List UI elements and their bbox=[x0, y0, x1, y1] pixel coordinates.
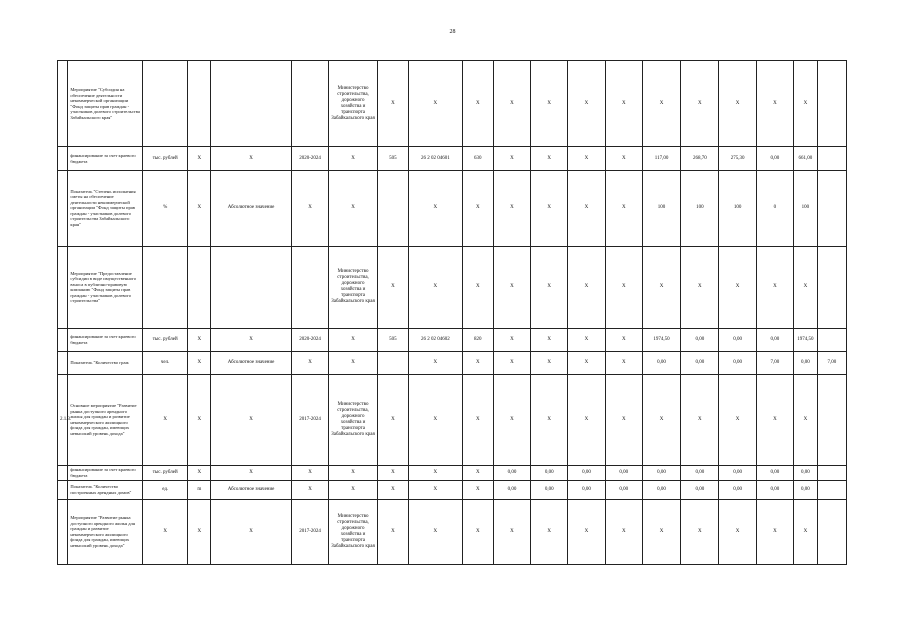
cell-total: 0,00 bbox=[794, 465, 818, 480]
cell-v2022: X bbox=[681, 499, 719, 564]
table-row bbox=[58, 480, 847, 499]
cell-resp: X bbox=[329, 147, 378, 170]
cell-total: X bbox=[794, 246, 818, 328]
cell-resp: X bbox=[329, 351, 378, 374]
cell-total: 0,00 bbox=[794, 351, 818, 374]
cell-kvr: X bbox=[462, 170, 493, 246]
cell-type: X bbox=[211, 499, 292, 564]
cell-resp: X bbox=[329, 328, 378, 351]
cell-period: 2020-2024 bbox=[291, 147, 328, 170]
cell-base: X bbox=[188, 147, 211, 170]
cell-base: m bbox=[188, 480, 211, 499]
page-number: 28 bbox=[449, 29, 456, 35]
cell-v2024: 7,00 bbox=[756, 351, 793, 374]
cell-v2022: X bbox=[681, 375, 719, 466]
cell-v2017: X bbox=[493, 499, 530, 564]
cell-period: X bbox=[291, 480, 328, 499]
cell-v2017: X bbox=[493, 61, 530, 147]
cell-resp: X bbox=[329, 170, 378, 246]
cell-v2024: X bbox=[756, 499, 793, 564]
cell-kvr: 630 bbox=[462, 147, 493, 170]
cell-type: X bbox=[211, 465, 292, 480]
cell-v2020: 0,00 bbox=[605, 480, 642, 499]
cell-extra bbox=[817, 328, 846, 351]
cell-grbs: 505 bbox=[377, 328, 408, 351]
cell-extra bbox=[817, 375, 846, 466]
cell-kvr: X bbox=[462, 480, 493, 499]
cell-v2023: 275,30 bbox=[719, 147, 756, 170]
cell-v2019: X bbox=[568, 61, 605, 147]
cell-num bbox=[58, 246, 68, 328]
cell-v2022: 0,00 bbox=[681, 480, 719, 499]
table-row bbox=[58, 246, 847, 328]
cell-v2021: 0,00 bbox=[642, 480, 680, 499]
cell-unit bbox=[142, 61, 188, 147]
cell-v2021: 0,00 bbox=[642, 351, 680, 374]
cell-total: 100 bbox=[794, 170, 818, 246]
cell-v2023: X bbox=[719, 61, 756, 147]
cell-kvr: X bbox=[462, 351, 493, 374]
cell-extra bbox=[817, 480, 846, 499]
table-row bbox=[58, 328, 847, 351]
cell-v2020: X bbox=[605, 328, 642, 351]
cell-unit: X bbox=[142, 499, 188, 564]
cell-v2024: 0,00 bbox=[756, 480, 793, 499]
cell-resp: Министерство строительства, дорожного хозяйства и транспорта Забайкальского края bbox=[329, 61, 378, 147]
cell-v2021: X bbox=[642, 246, 680, 328]
cell-v2021: X bbox=[642, 499, 680, 564]
cell-extra bbox=[817, 61, 846, 147]
cell-v2023: 100 bbox=[719, 170, 756, 246]
cell-v2021: X bbox=[642, 61, 680, 147]
cell-v2017: X bbox=[493, 170, 530, 246]
cell-v2020: 0,00 bbox=[605, 465, 642, 480]
cell-extra bbox=[817, 147, 846, 170]
cell-unit bbox=[142, 246, 188, 328]
cell-num bbox=[58, 170, 68, 246]
cell-v2018: 0,00 bbox=[531, 465, 568, 480]
cell-v2019: 0,00 bbox=[568, 480, 605, 499]
cell-v2024: 0,00 bbox=[756, 147, 793, 170]
cell-resp: Министерство строительства, дорожного хозяйства и транспорта Забайкальского края bbox=[329, 499, 378, 564]
cell-period bbox=[291, 246, 328, 328]
cell-type: Абсолютное значение bbox=[211, 351, 292, 374]
cell-v2020: X bbox=[605, 170, 642, 246]
cell-kvr: X bbox=[462, 499, 493, 564]
cell-v2019: X bbox=[568, 170, 605, 246]
cell-v2023: 0,00 bbox=[719, 351, 756, 374]
cell-grbs: X bbox=[377, 499, 408, 564]
cell-v2024: 0,00 bbox=[756, 328, 793, 351]
cell-desc: Мероприятие "Субсидия на обеспечение деятельности некоммерческой организации "Фонд защиты прав граждан - участников долевого строительства Забайкальского края" bbox=[68, 61, 143, 147]
cell-v2017: 0,00 bbox=[493, 465, 530, 480]
cell-v2020: X bbox=[605, 246, 642, 328]
table-row bbox=[58, 499, 847, 564]
table-row bbox=[58, 170, 847, 246]
cell-v2020: X bbox=[605, 351, 642, 374]
cell-v2024: 0 bbox=[756, 170, 793, 246]
cell-v2019: X bbox=[568, 499, 605, 564]
cell-period: X bbox=[291, 351, 328, 374]
cell-total: X bbox=[794, 499, 818, 564]
cell-period bbox=[291, 61, 328, 147]
cell-base bbox=[188, 61, 211, 147]
cell-v2017: X bbox=[493, 351, 530, 374]
cell-base bbox=[188, 246, 211, 328]
cell-kcsr: X bbox=[408, 375, 462, 466]
cell-total: 0,00 bbox=[794, 480, 818, 499]
cell-period: 2017-2024 bbox=[291, 375, 328, 466]
cell-num bbox=[58, 351, 68, 374]
cell-kvr: X bbox=[462, 465, 493, 480]
cell-v2018: X bbox=[531, 375, 568, 466]
cell-base: X bbox=[188, 465, 211, 480]
cell-v2019: X bbox=[568, 351, 605, 374]
cell-v2022: 0,00 bbox=[681, 351, 719, 374]
cell-v2018: X bbox=[531, 246, 568, 328]
cell-v2023: 0,00 bbox=[719, 465, 756, 480]
cell-resp: X bbox=[329, 465, 378, 480]
cell-num bbox=[58, 480, 68, 499]
cell-type: X bbox=[211, 328, 292, 351]
cell-unit: X bbox=[142, 375, 188, 466]
cell-extra bbox=[817, 246, 846, 328]
cell-base: X bbox=[188, 351, 211, 374]
cell-kvr: X bbox=[462, 61, 493, 147]
cell-v2024: X bbox=[756, 246, 793, 328]
cell-v2020: X bbox=[605, 375, 642, 466]
cell-total: X bbox=[794, 375, 818, 466]
cell-v2022: 0,00 bbox=[681, 328, 719, 351]
cell-v2019: X bbox=[568, 147, 605, 170]
cell-v2019: X bbox=[568, 246, 605, 328]
cell-v2020: X bbox=[605, 61, 642, 147]
cell-v2022: 268,70 bbox=[681, 147, 719, 170]
cell-type bbox=[211, 61, 292, 147]
cell-v2020: X bbox=[605, 147, 642, 170]
cell-grbs: X bbox=[377, 61, 408, 147]
cell-unit: % bbox=[142, 170, 188, 246]
cell-num bbox=[58, 61, 68, 147]
cell-period: 2017-2024 bbox=[291, 499, 328, 564]
cell-unit: чел. bbox=[142, 351, 188, 374]
cell-unit: тыс. рублей bbox=[142, 147, 188, 170]
cell-kcsr: X bbox=[408, 61, 462, 147]
program-table bbox=[57, 60, 847, 565]
cell-num bbox=[58, 147, 68, 170]
cell-v2018: X bbox=[531, 170, 568, 246]
cell-grbs: 505 bbox=[377, 147, 408, 170]
cell-desc: финансирование за счет краевого бюджета bbox=[68, 147, 143, 170]
cell-total: 1974,50 bbox=[794, 328, 818, 351]
cell-extra bbox=[817, 499, 846, 564]
cell-base: X bbox=[188, 375, 211, 466]
cell-extra: 7,00 bbox=[817, 351, 846, 374]
cell-unit: ед. bbox=[142, 480, 188, 499]
cell-resp: Министерство строительства, дорожного хозяйства и транспорта Забайкальского края bbox=[329, 246, 378, 328]
cell-v2018: X bbox=[531, 328, 568, 351]
cell-v2018: X bbox=[531, 351, 568, 374]
cell-unit: тыс. рублей bbox=[142, 328, 188, 351]
cell-type: Абсолютное значение bbox=[211, 170, 292, 246]
cell-resp: X bbox=[329, 480, 378, 499]
cell-kvr: X bbox=[462, 246, 493, 328]
cell-kcsr: X bbox=[408, 351, 462, 374]
cell-extra bbox=[817, 465, 846, 480]
cell-base: X bbox=[188, 170, 211, 246]
table-row bbox=[58, 61, 847, 147]
cell-desc: Мероприятие "Развитие рынка доступного арендного жилья для граждан и развитие некоммерческого жилищного фонда для граждан, имеющих невысокий уровень дохода" bbox=[68, 499, 143, 564]
cell-kcsr: X bbox=[408, 499, 462, 564]
cell-v2023: 0,00 bbox=[719, 328, 756, 351]
cell-extra bbox=[817, 170, 846, 246]
cell-v2024: X bbox=[756, 61, 793, 147]
table-row bbox=[58, 375, 847, 466]
cell-resp: Министерство строительства, дорожного хозяйства и транспорта Забайкальского края bbox=[329, 375, 378, 466]
cell-base: X bbox=[188, 499, 211, 564]
cell-num bbox=[58, 465, 68, 480]
cell-v2021: 0,00 bbox=[642, 465, 680, 480]
cell-kcsr: X bbox=[408, 246, 462, 328]
cell-desc: Основное мероприятие "Развитие рынка доступного арендного жилья для граждан и развитие некоммерческого жилищного фонда для граждан, имеющих невысокий уровень дохода" bbox=[68, 375, 143, 466]
cell-v2018: 0,00 bbox=[531, 480, 568, 499]
cell-desc: Показатель "Степень исполнения сметы на обеспечение деятельности некоммерческой организации "Фонд защиты прав граждан - участников долевого строительства Забайкальского края" bbox=[68, 170, 143, 246]
cell-v2018: X bbox=[531, 499, 568, 564]
cell-v2019: X bbox=[568, 375, 605, 466]
cell-v2017: X bbox=[493, 246, 530, 328]
cell-v2022: 0,00 bbox=[681, 465, 719, 480]
cell-num bbox=[58, 328, 68, 351]
table-row bbox=[58, 147, 847, 170]
cell-grbs: X bbox=[377, 246, 408, 328]
cell-num bbox=[58, 499, 68, 564]
cell-v2018: X bbox=[531, 147, 568, 170]
cell-desc: финансирование за счет краевого бюджета bbox=[68, 465, 143, 480]
cell-unit: тыс. рублей bbox=[142, 465, 188, 480]
cell-grbs bbox=[377, 351, 408, 374]
cell-kcsr: X bbox=[408, 170, 462, 246]
cell-kvr: X bbox=[462, 375, 493, 466]
cell-v2023: X bbox=[719, 499, 756, 564]
cell-v2017: X bbox=[493, 328, 530, 351]
cell-type: Абсолютное значение bbox=[211, 480, 292, 499]
cell-grbs: X bbox=[377, 465, 408, 480]
cell-v2024: 0,00 bbox=[756, 465, 793, 480]
cell-type bbox=[211, 246, 292, 328]
table-row bbox=[58, 465, 847, 480]
cell-type: X bbox=[211, 375, 292, 466]
cell-type: X bbox=[211, 147, 292, 170]
cell-num: 2.1.3. bbox=[58, 375, 68, 466]
cell-kcsr: 26 2 02 04602 bbox=[408, 328, 462, 351]
cell-kvr: 820 bbox=[462, 328, 493, 351]
cell-v2020: X bbox=[605, 499, 642, 564]
cell-v2022: 100 bbox=[681, 170, 719, 246]
cell-v2023: X bbox=[719, 375, 756, 466]
cell-v2019: 0,00 bbox=[568, 465, 605, 480]
cell-period: 2020-2024 bbox=[291, 328, 328, 351]
cell-v2017: 0,00 bbox=[493, 480, 530, 499]
cell-v2021: 100 bbox=[642, 170, 680, 246]
cell-v2019: X bbox=[568, 328, 605, 351]
cell-kcsr: X bbox=[408, 465, 462, 480]
cell-v2018: X bbox=[531, 61, 568, 147]
cell-kcsr: 26 2 02 04601 bbox=[408, 147, 462, 170]
cell-desc: Показатель "Количество построенных арендных домов" bbox=[68, 480, 143, 499]
cell-grbs: X bbox=[377, 480, 408, 499]
cell-desc: финансирование за счет краевого бюджета bbox=[68, 328, 143, 351]
cell-v2017: X bbox=[493, 147, 530, 170]
cell-grbs bbox=[377, 170, 408, 246]
cell-v2017: X bbox=[493, 375, 530, 466]
cell-grbs: X bbox=[377, 375, 408, 466]
cell-kcsr: X bbox=[408, 480, 462, 499]
cell-desc: Показатель "Количество граж bbox=[68, 351, 143, 374]
table-row bbox=[58, 351, 847, 374]
cell-base: X bbox=[188, 328, 211, 351]
cell-v2023: 0,00 bbox=[719, 480, 756, 499]
cell-v2022: X bbox=[681, 246, 719, 328]
cell-v2022: X bbox=[681, 61, 719, 147]
cell-total: 661,00 bbox=[794, 147, 818, 170]
cell-v2021: X bbox=[642, 375, 680, 466]
cell-period: X bbox=[291, 465, 328, 480]
cell-v2021: 1974,50 bbox=[642, 328, 680, 351]
cell-desc: Мероприятие "Предоставление субсидии в виде имущественного взноса в публично-правовую компанию "Фонд защиты прав граждан - участников долевого строительства" bbox=[68, 246, 143, 328]
cell-v2024: X bbox=[756, 375, 793, 466]
cell-v2023: X bbox=[719, 246, 756, 328]
cell-total: X bbox=[794, 61, 818, 147]
cell-v2021: 117,00 bbox=[642, 147, 680, 170]
cell-period: X bbox=[291, 170, 328, 246]
